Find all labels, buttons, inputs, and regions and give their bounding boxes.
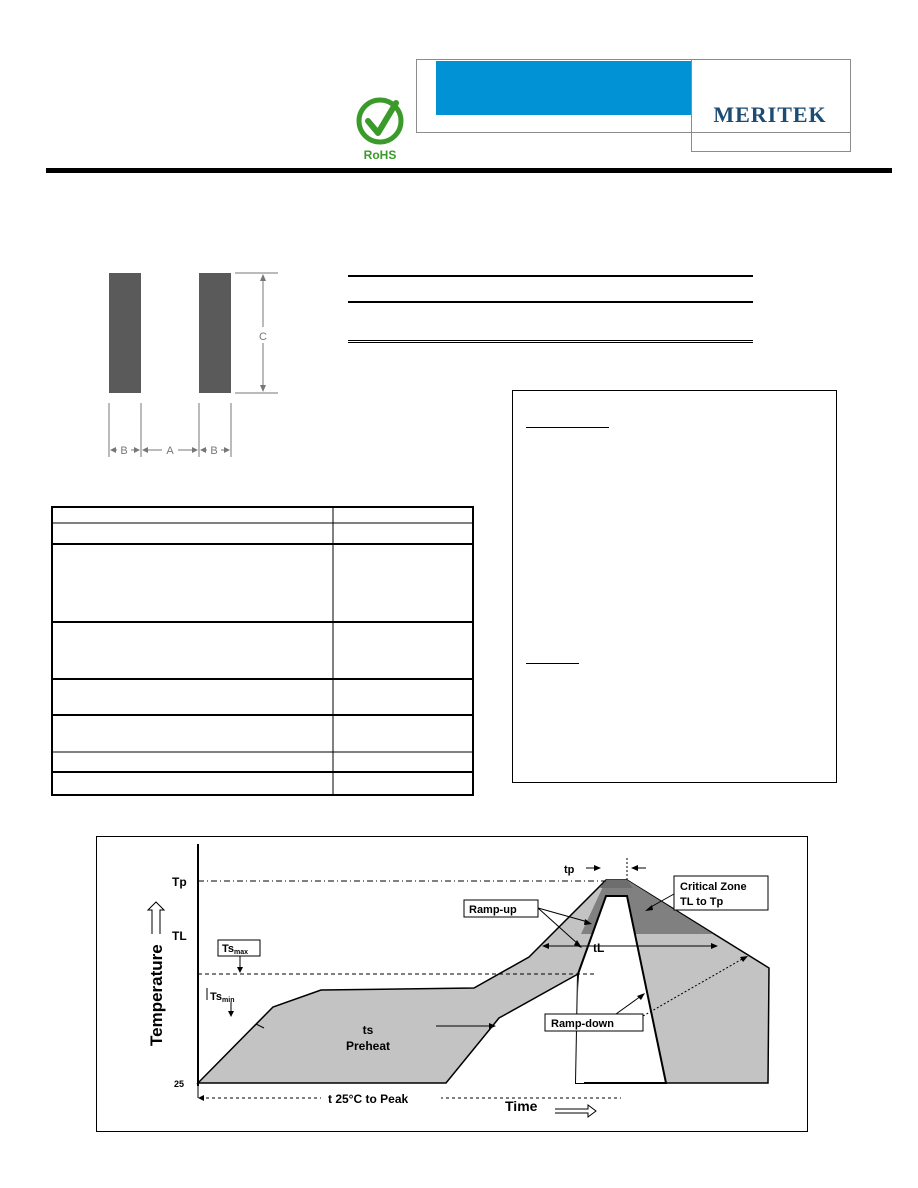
rohs-label: RoHS bbox=[363, 148, 397, 162]
ramp-down-label: Ramp-down bbox=[551, 1018, 614, 1030]
right-arrow-icon bbox=[555, 1105, 596, 1117]
dim-label-b-left: B bbox=[120, 445, 128, 457]
tsmin-label: Tsmin bbox=[210, 991, 235, 1004]
reflow-conditions-table bbox=[51, 506, 474, 796]
dim-label-b-right: B bbox=[210, 445, 218, 457]
header-rule bbox=[46, 168, 892, 173]
tp-duration-label: tp bbox=[564, 864, 575, 876]
up-arrow-icon bbox=[148, 902, 164, 934]
pad-right bbox=[199, 273, 231, 393]
y-axis-label: Temperature bbox=[147, 944, 166, 1046]
ts-label: ts bbox=[362, 1023, 374, 1037]
dim-label-c: C bbox=[259, 331, 267, 343]
ramp-up-label: Ramp-up bbox=[469, 904, 517, 916]
header-accent-bar bbox=[436, 61, 691, 115]
dimension-table-header-rule bbox=[348, 301, 753, 303]
dimension-table-bottom-rule bbox=[348, 340, 753, 341]
dimension-table-top-rule bbox=[348, 275, 753, 277]
critical-zone-range: TL to Tp bbox=[680, 896, 724, 908]
reflow-profile-chart bbox=[96, 836, 808, 1132]
rohs-logo bbox=[352, 95, 412, 165]
brand-name: MERITEK bbox=[713, 102, 827, 127]
notes-heading-underline bbox=[526, 427, 609, 428]
t25-peak-label: t 25°C to Peak bbox=[328, 1092, 409, 1106]
preheat-label: Preheat bbox=[345, 1039, 391, 1053]
tick-25: 25 bbox=[174, 1079, 185, 1089]
tick-tl: TL bbox=[172, 929, 187, 943]
critical-zone-title: Critical Zone bbox=[680, 881, 747, 893]
x-axis-label: Time bbox=[505, 1098, 538, 1114]
notes-box bbox=[512, 390, 837, 783]
dimension-table-bottom-rule-2 bbox=[348, 342, 753, 343]
pad-left bbox=[109, 273, 141, 393]
dim-label-a: A bbox=[166, 445, 174, 457]
pad-layout-drawing bbox=[100, 265, 290, 465]
notes-subheading-underline bbox=[526, 663, 579, 664]
tsmax-label: Tsmax bbox=[222, 943, 249, 956]
tl-label: tL bbox=[593, 941, 605, 955]
tick-tp: Tp bbox=[172, 875, 187, 889]
